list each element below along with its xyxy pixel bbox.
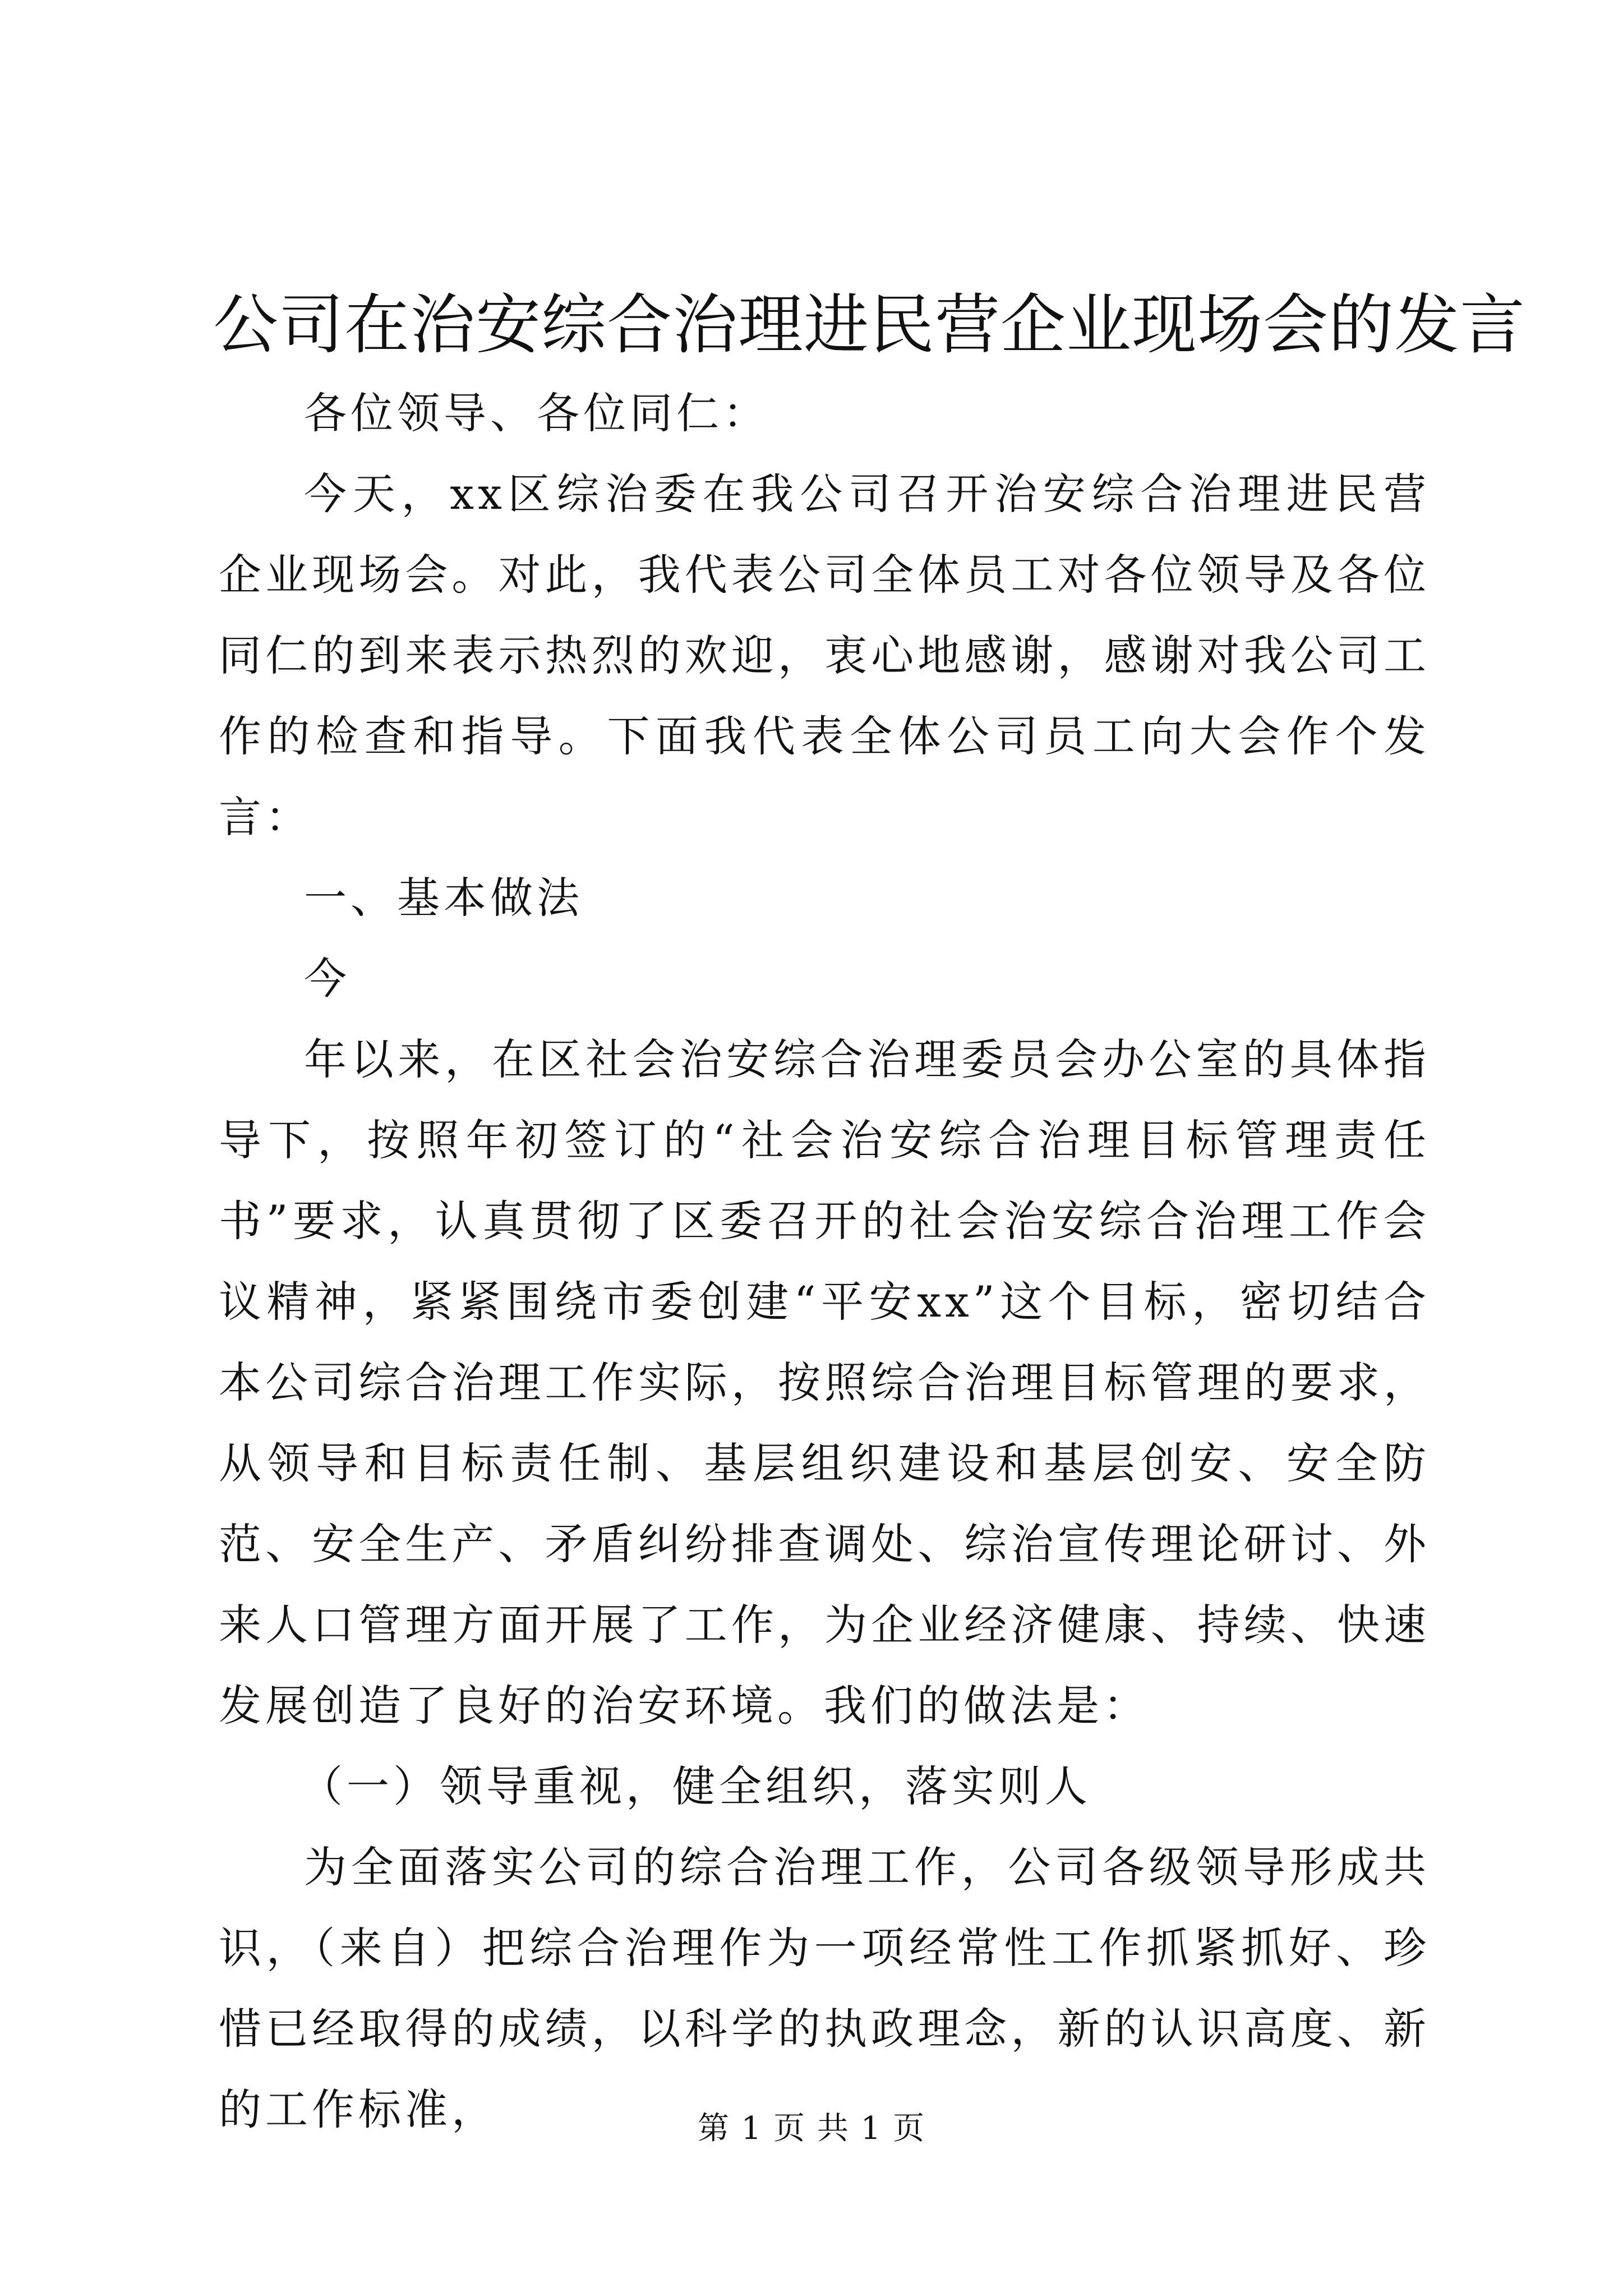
section-heading: 一、基本做法: [304, 873, 583, 923]
body-paragraph: 年以来，在区社会治安综合治理委员会办公室的具体指导下，按照年初签订的“社会治安综合治理目标管理责任书”要求，认真贯彻了区委召开的社会治安综合治理工作会议精神，紧紧围绕市委创建“平安xx”这个目标，密切结合本公司综合治理工作实际，按照综合治理目标管理的要求，从领导和目标责任制、基层组织建设和基层创安、安全防范、安全生产、矛盾纠纷排查调处、综治宣传理论研讨、外来人口管理方面开展了工作，为企业经济健康、持续、快速发展创造了良好的治安环境。我们的做法是：: [219, 1034, 1430, 1731]
subsection-heading: （一）领导重视，健全组织，落实则人: [300, 1761, 1091, 1811]
body-paragraph-fragment: 今: [304, 954, 351, 1004]
page-number-footer: 第 1 页 共 1 页: [697, 2110, 926, 2147]
salutation-paragraph: 各位领导、各位同仁：: [304, 388, 769, 438]
document-body: [219, 373, 1430, 2150]
body-paragraph: 为全面落实公司的综合治理工作，公司各级领导形成共识，（来自）把综合治理作为一项经常性工作抓紧抓好、珍惜已经取得的成绩，以科学的执政理念，新的认识高度、新的工作标准，: [219, 1842, 1430, 2134]
opening-paragraph: 今天，xx区综治委在我公司召开治安综合治理进民营企业现场会。对此，我代表公司全体员工对各位领导及各位同仁的到来表示热烈的欢迎，衷心地感谢，感谢对我公司工作的检查和指导。下面我代表全体公司员工向大会作个发言：: [219, 469, 1430, 842]
document-title: 公司在治安综合治理进民营企业现场会的发言: [213, 287, 1525, 363]
